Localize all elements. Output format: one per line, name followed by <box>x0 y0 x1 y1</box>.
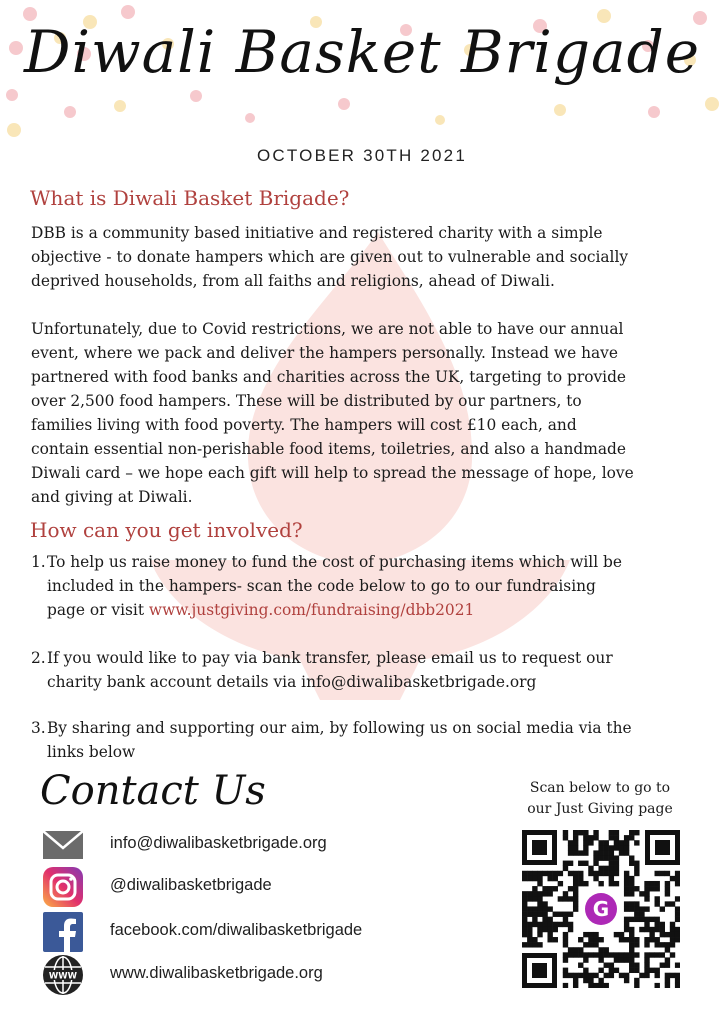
list-item-line: By sharing and supporting our aim, by following us on social media via the <box>47 719 632 737</box>
qr-caption-line: our Just Giving page <box>527 801 673 817</box>
about-p2-line: over 2,500 food hampers. These will be distributed by our partners, to <box>31 392 582 410</box>
qr-caption-line: Scan below to go to <box>529 780 671 796</box>
list-number: 2. <box>31 649 46 667</box>
contact-title: Contact Us <box>40 768 266 814</box>
justgiving-link[interactable]: www.justgiving.com/fundraising/dbb2021 <box>148 601 475 619</box>
about-p2-line: contain essential non-perishable food items, toiletries, and also a handmade <box>31 440 626 458</box>
qr-finder-top-left <box>522 830 557 865</box>
globe-icon <box>42 954 84 996</box>
list-item-line: If you would like to pay via bank transfer, please email us to request our <box>47 649 613 667</box>
about-p2-line: Unfortunately, due to Covid restrictions, we are not able to have our annual <box>31 320 624 338</box>
about-p1-line: DBB is a community based initiative and registered charity with a simple <box>31 224 603 242</box>
justgiving-logo-icon <box>582 890 620 928</box>
about-p2-line: families living with food poverty. The hampers will cost £10 each, and <box>31 416 577 434</box>
contact-facebook-row[interactable] <box>42 911 462 953</box>
qr-logo-letter: G <box>592 897 610 921</box>
contact-instagram[interactable]: @diwalibasketbrigade <box>110 876 272 894</box>
qr-finder-top-right <box>645 830 680 865</box>
svg-text:WWW: WWW <box>48 971 78 982</box>
involved-heading: How can you get involved? <box>30 518 303 542</box>
list-item-line: included in the hampers- scan the code below to go to our fundraising <box>47 577 596 595</box>
list-item <box>31 550 691 622</box>
facebook-icon <box>42 911 84 953</box>
contact-website-row[interactable] <box>42 954 462 996</box>
contact-email[interactable]: info@diwalibasketbrigade.org <box>110 834 327 852</box>
about-p1-line: deprived households, from all faiths and religions, ahead of Diwali. <box>31 272 555 290</box>
email-icon <box>42 824 84 866</box>
contact-website[interactable]: www.diwalibasketbrigade.org <box>110 964 323 982</box>
about-p2-line: and giving at Diwali. <box>31 488 193 506</box>
list-item-text: page or visit <box>47 601 149 619</box>
about-p2-line: Diwali card – we hope each gift will help to spread the message of hope, love <box>31 464 634 482</box>
list-item-line: links below <box>47 743 136 761</box>
about-p2-line: event, where we pack and deliver the hampers personally. Instead we have <box>31 344 618 362</box>
list-item <box>31 646 691 694</box>
qr-finder-bottom-left <box>522 953 557 988</box>
event-date: OCTOBER 30TH 2021 <box>257 146 467 165</box>
justgiving-qr-code[interactable] <box>522 830 680 988</box>
contact-instagram-row[interactable] <box>42 866 462 908</box>
contact-email-row[interactable] <box>42 824 462 866</box>
about-p1-line: objective - to donate hampers which are given out to vulnerable and socially <box>31 248 629 266</box>
about-paragraph-2 <box>31 317 687 509</box>
list-item <box>31 716 691 764</box>
about-p2-line: partnered with food banks and charities across the UK, targeting to provide <box>31 368 627 386</box>
list-number: 3. <box>31 719 46 737</box>
instagram-icon <box>42 866 84 908</box>
about-heading: What is Diwali Basket Brigade? <box>30 186 350 210</box>
list-item-line: To help us raise money to fund the cost of purchasing items which will be <box>47 553 622 571</box>
page-title: Diwali Basket Brigade <box>23 18 701 86</box>
list-item-line <box>47 598 691 622</box>
about-paragraph-1 <box>31 221 687 293</box>
list-number: 1. <box>31 553 46 571</box>
contact-facebook[interactable]: facebook.com/diwalibasketbrigade <box>110 921 363 939</box>
list-item-line: charity bank account details via info@diwalibasketbrigade.org <box>47 673 537 691</box>
qr-caption <box>508 778 692 820</box>
